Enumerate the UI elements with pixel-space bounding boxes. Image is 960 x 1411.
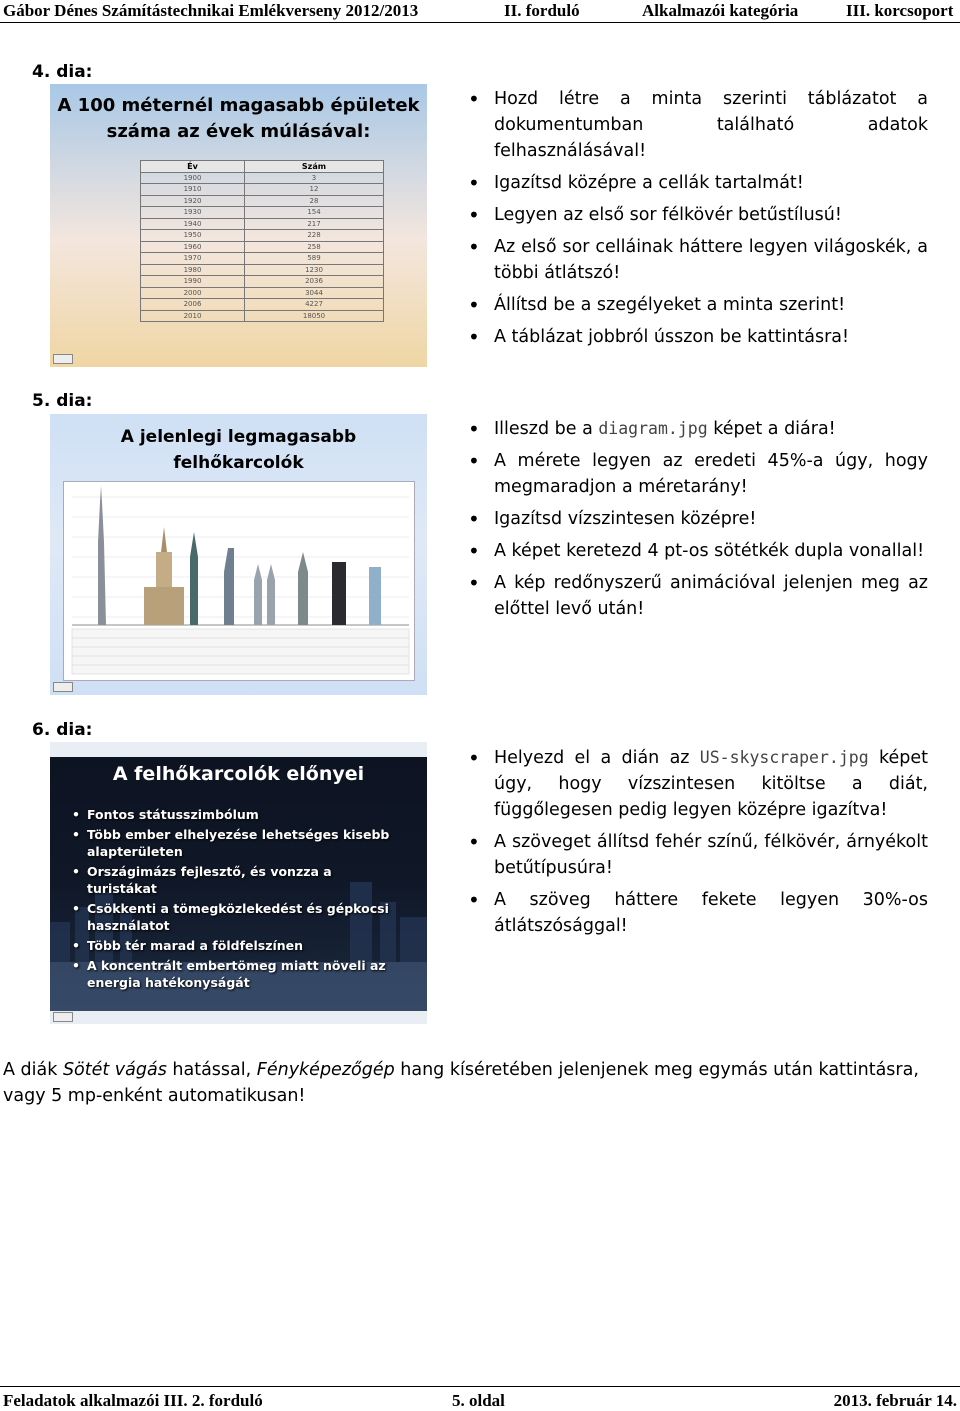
- page-footer: [0, 1386, 960, 1410]
- slide4-label: 4. dia:: [32, 62, 93, 82]
- table-cell-count: 154: [245, 207, 384, 219]
- table-cell-count: 4227: [245, 299, 384, 311]
- slide6-bottom-band: [50, 1011, 427, 1024]
- table-row: [141, 253, 384, 265]
- header-competition: Gábor Dénes Számítástechnikai Emlékverseny 2012/2013: [3, 1, 419, 20]
- slide5-title-line2: felhőkarcolók: [173, 453, 304, 473]
- slide5-title-line1: A jelenlegi legmagasabb: [120, 427, 357, 447]
- task-item: • Igazítsd középre a cellák tartalmát!: [468, 170, 928, 196]
- table-cell-count: 12: [245, 184, 384, 196]
- table-row: [141, 195, 384, 207]
- table-cell-year: 2000: [141, 287, 245, 299]
- table-cell-count: 3044: [245, 287, 384, 299]
- task-item: • Állítsd be a szegélyeket a minta szerint!: [468, 292, 928, 318]
- task-item: • A szöveget állítsd fehér színű, félkövér, árnyékolt betűtípusúra!: [468, 829, 928, 881]
- table-cell-year: 1960: [141, 241, 245, 253]
- slide4-table: [140, 160, 384, 322]
- table-cell-count: 28: [245, 195, 384, 207]
- table-cell-year: 1920: [141, 195, 245, 207]
- slide6-bullet: • Fontos státusszimbólum: [72, 806, 392, 823]
- task-item: • A táblázat jobbról ússzon be kattintásra!: [468, 324, 928, 350]
- table-row: [141, 241, 384, 253]
- sound-name: Fényképezőgép: [256, 1060, 395, 1080]
- table-cell-year: 1950: [141, 230, 245, 242]
- table-cell-count: 228: [245, 230, 384, 242]
- page-header: [0, 0, 960, 23]
- table-header-count: Szám: [245, 161, 384, 173]
- table-cell-year: 2010: [141, 310, 245, 322]
- slide5-tasks: [468, 416, 928, 628]
- task-item: • Hozd létre a minta szerinti táblázatot a dokumentumban található adatok felhasználásával!: [468, 86, 928, 164]
- transition-instructions: A diák Sötét vágás hatással, Fényképezőgép hang kíséretében jelenjenek meg egymás után kattintásra, vagy 5 mp-enként automatikusan!: [3, 1060, 919, 1106]
- slide6-bullet: • Több ember elhelyezése lehetséges kisebb alapterületen: [72, 826, 392, 860]
- table-cell-year: 1990: [141, 276, 245, 288]
- slide-nav-icon: [53, 1012, 73, 1022]
- table-cell-count: 18050: [245, 310, 384, 322]
- table-cell-year: 1980: [141, 264, 245, 276]
- slide6-title: A felhőkarcolók előnyei: [112, 763, 365, 785]
- slide6-bullet: • A koncentrált embertömeg miatt növeli az energia hatékonyságát: [72, 957, 392, 991]
- table-row: [141, 299, 384, 311]
- footer-date: 2013. február 14.: [833, 1391, 957, 1410]
- table-row: [141, 264, 384, 276]
- slide6-bullets: [72, 806, 392, 994]
- table-row: [141, 184, 384, 196]
- task-item: • Illeszd be a diagram.jpg képet a diára!: [468, 416, 928, 442]
- skyscraper-diagram-image: [63, 481, 415, 681]
- slide4-title: [50, 93, 427, 145]
- table-cell-count: 589: [245, 253, 384, 265]
- diagram-table-text: [72, 629, 409, 674]
- header-category: Alkalmazói kategória: [642, 1, 799, 20]
- slide5-preview: [50, 414, 427, 695]
- table-row: [141, 276, 384, 288]
- table-row: [141, 207, 384, 219]
- skyscraper-illustration: [64, 482, 414, 680]
- footer-left: Feladatok alkalmazói III. 2. forduló: [3, 1391, 263, 1410]
- table-row: [141, 310, 384, 322]
- slide6-preview: [50, 742, 427, 1024]
- table-cell-year: 1970: [141, 253, 245, 265]
- footer-page: 5. oldal: [452, 1391, 505, 1410]
- task-item: • A képet keretezd 4 pt-os sötétkék dupla vonallal!: [468, 538, 928, 564]
- task-item: • Legyen az első sor félkövér betűstílusú!: [468, 202, 928, 228]
- slide5-label: 5. dia:: [32, 391, 93, 411]
- table-cell-count: 217: [245, 218, 384, 230]
- task-item: • A kép redőnyszerű animációval jelenjen meg az előttel levő után!: [468, 570, 928, 622]
- slide6-tasks: [468, 745, 928, 945]
- effect-name: Sötét vágás: [62, 1060, 167, 1080]
- slide4-preview: [50, 84, 427, 367]
- slide-nav-icon: [53, 354, 73, 364]
- header-round: II. forduló: [504, 1, 580, 20]
- slide4-title-line1: A 100 méternél magasabb épületek: [57, 95, 420, 116]
- task-item: • A mérete legyen az eredeti 45%-a úgy, hogy megmaradjon a méretarány!: [468, 448, 928, 500]
- task-item: • Helyezd el a dián az US-skyscraper.jpg képet úgy, hogy vízszintesen kitöltse a diát, függőlegesen pedig legyen középre igazítva!: [468, 745, 928, 823]
- table-cell-count: 3: [245, 172, 384, 184]
- table-cell-year: 2006: [141, 299, 245, 311]
- table-cell-count: 1230: [245, 264, 384, 276]
- task-item: • Igazítsd vízszintesen középre!: [468, 506, 928, 532]
- slide4-tasks: [468, 86, 928, 356]
- table-row: [141, 172, 384, 184]
- table-row: [141, 218, 384, 230]
- slide6-bullet: • Több tér marad a földfelszínen: [72, 937, 392, 954]
- table-cell-year: 1910: [141, 184, 245, 196]
- table-cell-year: 1930: [141, 207, 245, 219]
- table-header-year: Év: [141, 161, 245, 173]
- slide6-label: 6. dia:: [32, 720, 93, 740]
- task-item: • A szöveg háttere fekete legyen 30%-os átlátszósággal!: [468, 887, 928, 939]
- table-cell-year: 1900: [141, 172, 245, 184]
- slide6-bullet: • Csökkenti a tömegközlekedést és gépkocsi használatot: [72, 900, 392, 934]
- table-cell-count: 258: [245, 241, 384, 253]
- filename-diagram: diagram.jpg: [598, 419, 708, 438]
- slide-nav-icon: [53, 682, 73, 692]
- table-row: [141, 230, 384, 242]
- slide4-title-line2: száma az évek múlásával:: [106, 121, 371, 142]
- header-group: III. korcsoport: [846, 1, 954, 20]
- task-item: • Az első sor celláinak háttere legyen világoskék, a többi átlátszó!: [468, 234, 928, 286]
- table-row: [141, 287, 384, 299]
- slide5-title: [50, 424, 427, 476]
- filename-us-skyscraper: US-skyscraper.jpg: [699, 748, 869, 767]
- slide6-bullet: • Országimázs fejlesztő, és vonzza a turistákat: [72, 863, 392, 897]
- slide6-top-band: [50, 742, 427, 757]
- table-cell-count: 2036: [245, 276, 384, 288]
- table-cell-year: 1940: [141, 218, 245, 230]
